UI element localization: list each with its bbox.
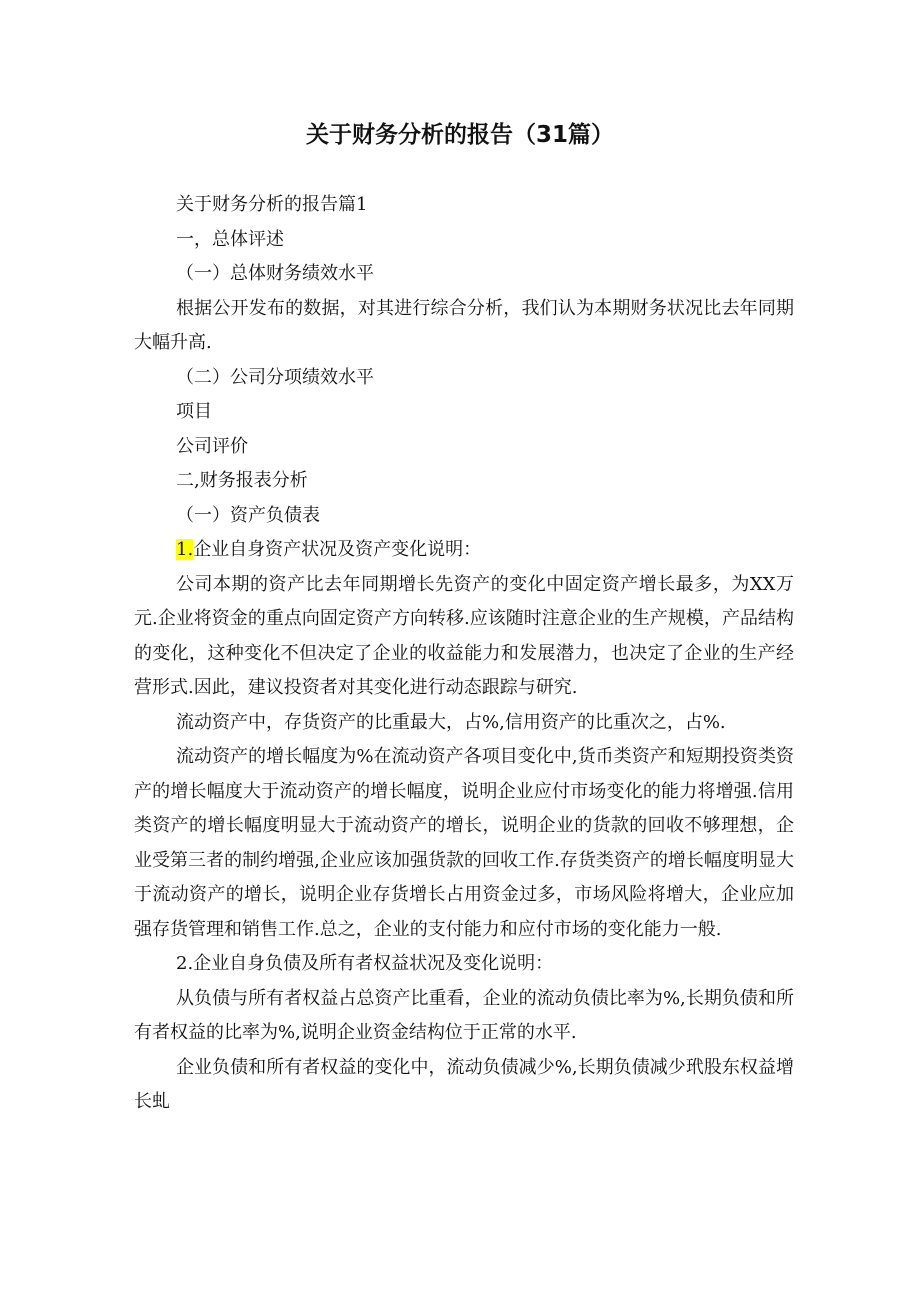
numbered-item-text: 企业自身资产状况及资产变化说明： [193,539,482,560]
paragraph: 企业负债和所有者权益的变化中，流动负债减少%,长期负债减少玳股东权益增长虬 [134,1056,794,1112]
paragraph: 公司本期的资产比去年同期增长先资产的变化中固定资产增长最多，为XX万元.企业将资金的重点向固定资产方向转移.应该随时注意企业的生产规模，产品结构的变化，这种变化不但决定了企业的收益能力和发展潜力，也决定了企业的生产经营形式.因此，建议投资者对其变化进行动态跟踪与研究. [134,573,794,698]
subsection-heading: （一）资产负债表 [176,504,320,526]
paragraph: 项目 [176,401,212,422]
paragraph: 流动资产的增长幅度为%在流动资产各项目变化中,货币类资产和短期投资类资产的增长幅度大于流动资产的增长幅度，说明企业应付市场变化的能力将增强.信用类资产的增长幅度明显大于流动资产的增长，说明企业的货款的回收不够理想，企业受第三者的制约增强,企业应该加强货款的回收工作.存货类资产的增长幅度明显大于流动资产的增长，说明企业存货增长占用资金过多，市场风险将增大，企业应加强存货管理和销售工作.总之，企业的支付能力和应付市场的变化能力一般. [134,746,794,940]
paragraph: 从负债与所有者权益占总资产比重看，企业的流动负债比率为%,长期负债和所有者权益的比率为%,说明企业资金结构位于正常的水平. [134,987,794,1043]
numbered-item: 2.企业自身负债及所有者权益状况及变化说明： [176,953,554,974]
paragraph: 流动资产中，存货资产的比重最大，占%,信用资产的比重次之，占%. [176,711,726,733]
paragraph: 公司评价 [176,435,248,457]
subsection-heading: （二）公司分项绩效水平 [176,366,374,388]
section-heading: 二,财务报表分析 [176,470,308,491]
highlighted-number: 1. [176,539,194,560]
section-heading: 关于财务分析的报告篇1 [176,194,368,215]
numbered-item [134,533,794,568]
document-body [134,188,794,1120]
paragraph: 根据公开发布的数据，对其进行综合分析，我们认为本期财务状况比去年同期大幅升高. [134,297,794,353]
document-title: 关于财务分析的报告（31篇） [305,122,614,148]
subsection-heading: （一）总体财务绩效水平 [176,263,374,284]
section-heading: 一，总体评述 [176,228,284,250]
